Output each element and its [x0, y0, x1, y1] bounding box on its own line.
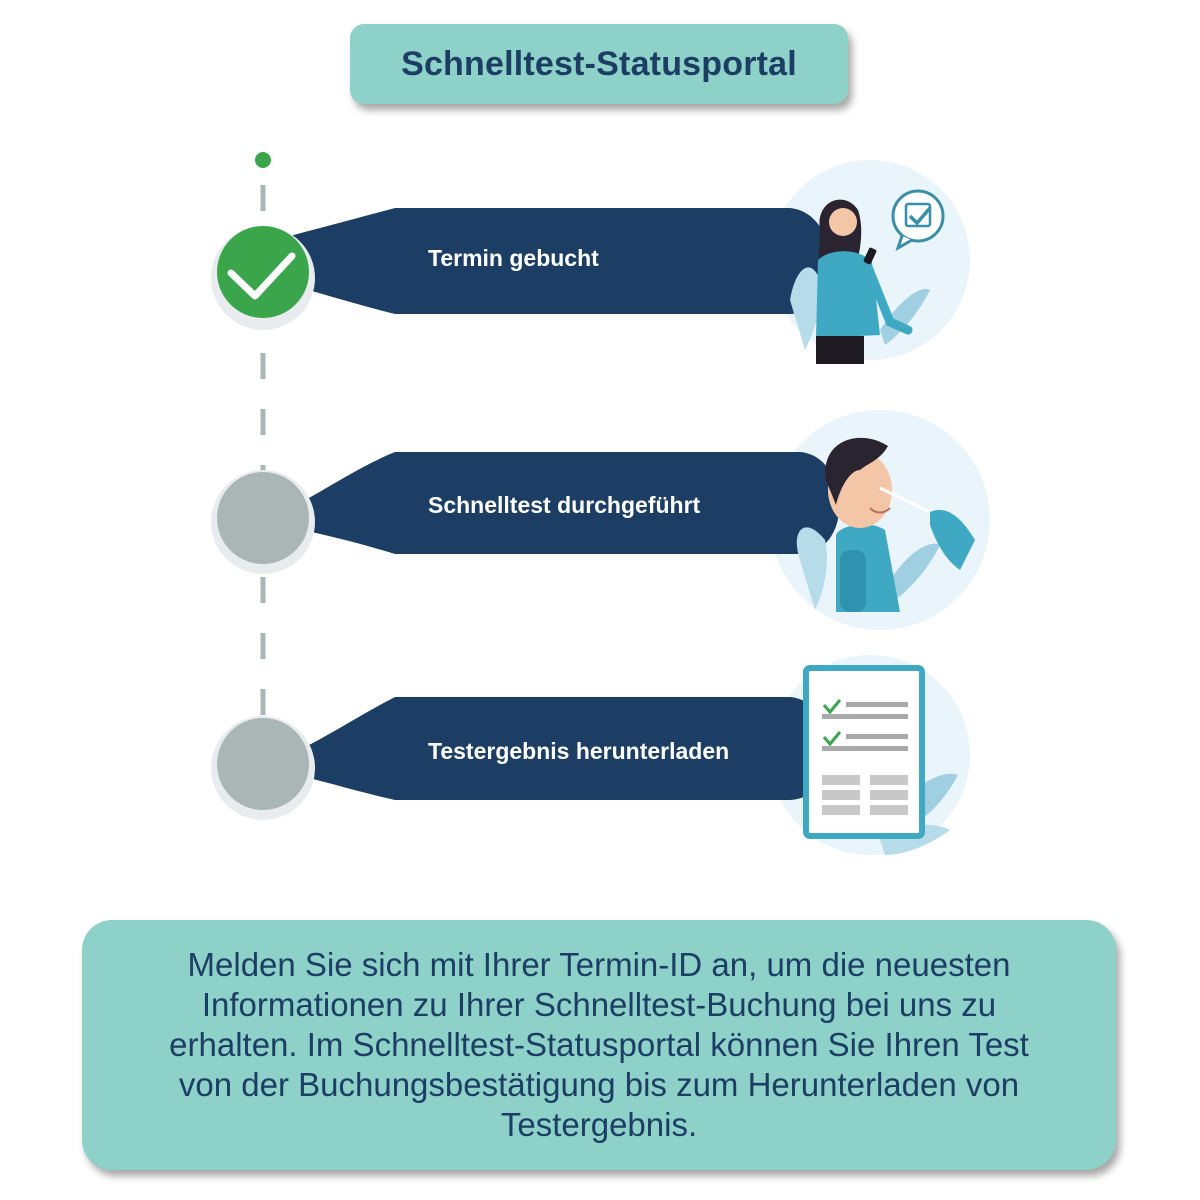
step-label-2: Schnelltest durchgeführt — [428, 492, 701, 518]
status-circle-pending-1-fill — [217, 472, 309, 564]
step-label-1: Termin gebucht — [428, 245, 599, 271]
page-title: Schnelltest-Statusportal — [401, 44, 797, 83]
info-box — [82, 920, 1116, 1170]
step-label-3: Testergebnis herunterladen — [428, 738, 730, 764]
step-2 — [211, 410, 990, 630]
timeline-start-dot — [255, 152, 271, 168]
info-text: Melden Sie sich mit Ihrer Termin-ID an, um die neuesten Informationen zu Ihrer Schnelltest-Buchung bei uns zu erhalten. Im Schnelltest-Statusportal können Sie Ihren Test von der Buchungsbestätigung bis zum Herunterladen von Testergebnis. — [169, 946, 1029, 1143]
status-circle-pending-2-fill — [217, 718, 309, 810]
